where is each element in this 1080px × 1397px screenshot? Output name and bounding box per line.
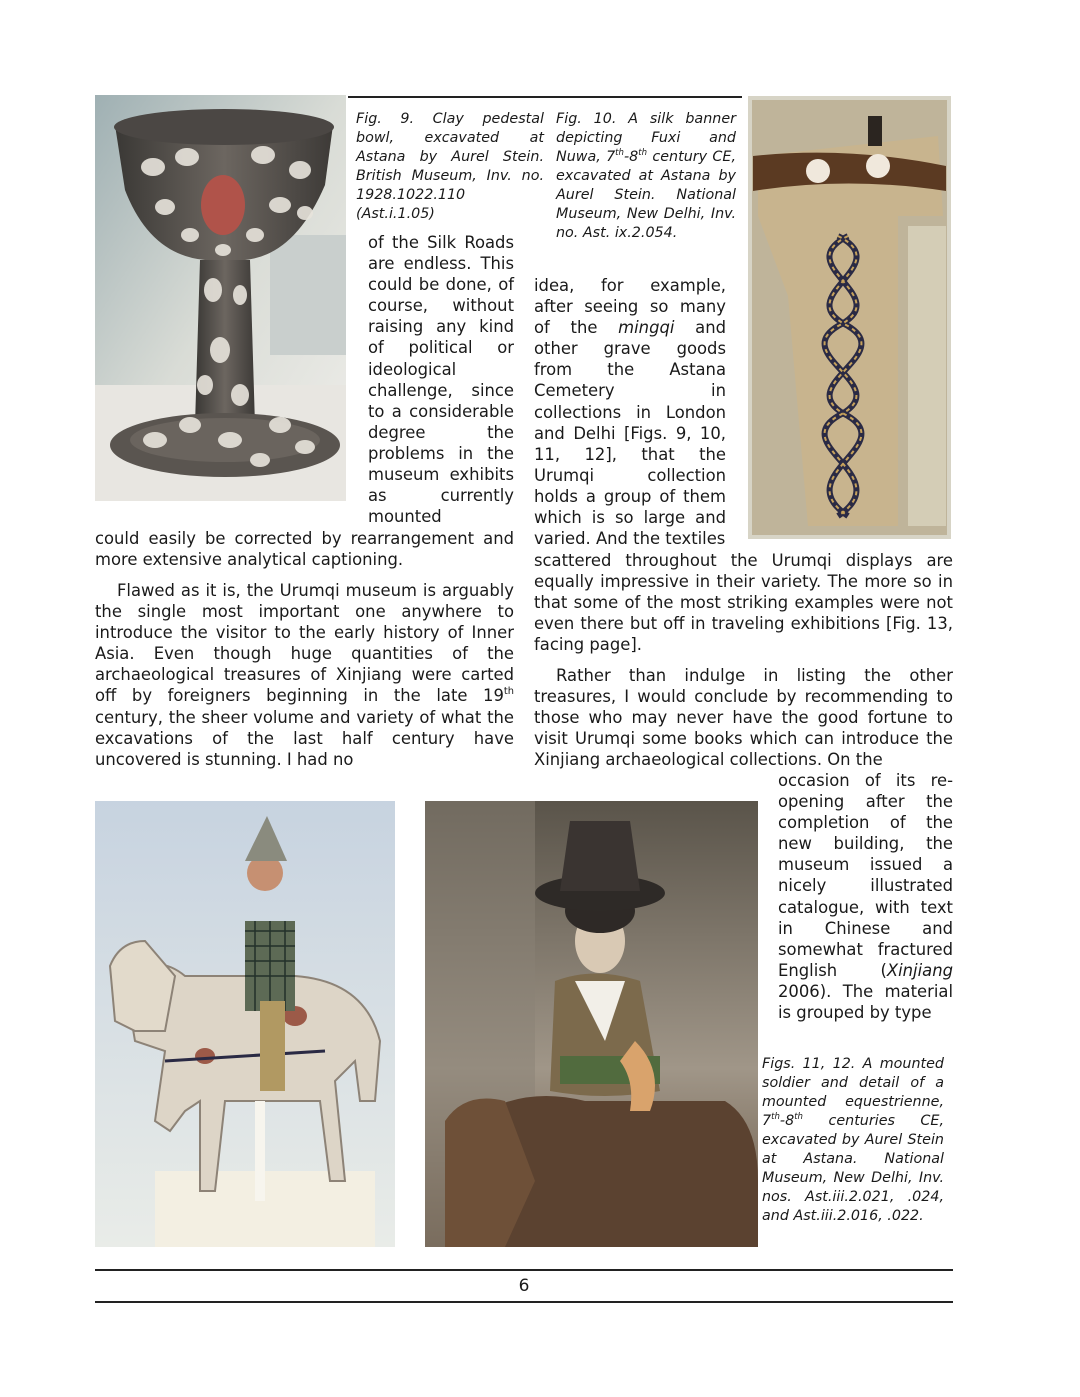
col1-paragraph-2 <box>95 580 514 770</box>
page-number: 6 <box>518 1276 530 1296</box>
fig9-caption: Fig. 9. Clay pedestal bowl, excavated at Astana by Aurel Stein. British Museum, Inv. no. 1928.1022.110 (Ast.i.1.05) <box>356 111 544 222</box>
fig10-photo-silk-banner <box>748 96 951 539</box>
figs11-12-caption-sup2: th <box>794 1112 803 1122</box>
col2-bottom-em: Xinjiang <box>886 960 953 980</box>
footer-rule-top <box>95 1269 953 1271</box>
col2-paragraph-2: Rather than indulge in listing the other treasures, I would conclude by recommending to those who may never have the good fortune to visit Urumqi some books which can introduce the Xinjiang archaeological collections. On the <box>534 666 953 770</box>
col2-text-b: and other grave goods from the Astana Cemetery in collections in London and Delhi [Figs. 9, 10, 11, 12], that the Urumqi collection holds a group of them which is so large and varied. And the textiles <box>534 318 726 549</box>
fig10-caption-sup2: th <box>638 148 648 158</box>
col1-paragraph-2-b: century, the sheer volume and variety of what the excavations of the last half century have uncovered is stunning. I had no <box>95 707 514 769</box>
figs11-12-caption-c: centuries CE, excavated by Aurel Stein at Astana. National Museum, New Delhi, Inv. nos. Ast.iii.2.021, .024, and Ast.iii.2.016, .022. <box>762 1113 944 1224</box>
figs11-12-caption-b: -8 <box>779 1113 795 1129</box>
fig11-photo-mounted-soldier <box>95 801 395 1247</box>
col2-bottom-a: occasion of its re-opening after the completion of the new building, the museum issued a nicely illustrated catalogue, with text in Chinese and somewhat fractured English ( <box>778 771 953 980</box>
col1-text-narrow: of the Silk Roads are endless. This could be done, of course, without raising any kind of political or ideological challenge, since to a considerable degree the problems in the museum exhibits as currently mounted <box>368 233 514 527</box>
col1-text-wide: could easily be corrected by rearrangement and more extensive analytical captioning. <box>95 529 514 570</box>
col2-text-wide: scattered throughout the Urumqi displays are equally impressive in their variety. The more so in that some of the most striking examples were not even there but off in traveling exhibitions [Fig. 13, facing page]. <box>534 551 953 655</box>
figs11-12-caption-sup1: th <box>771 1112 780 1122</box>
figs11-12-caption-a: Figs. 11, 12. A mounted soldier and detail of a mounted equestrienne, 7 <box>762 1056 944 1129</box>
col2-text-em: mingqi <box>618 318 675 338</box>
fig12-photo-equestrienne <box>425 801 758 1247</box>
col2-bottom-b: 2006). The material is grouped by type <box>778 981 953 1023</box>
fig9-photo-pedestal-bowl <box>95 95 346 501</box>
figs11-12-caption <box>762 1055 944 1226</box>
fig10-caption-b: -8 <box>623 149 639 165</box>
fig10-caption-a: Fig. 10. A silk banner depicting Fuxi and Nuwa, 7 <box>556 111 736 165</box>
col1-paragraph-2-a: Flawed as it is, the Urumqi museum is arguably the single most important one anywhere to introduce the visitor to the early history of Inner Asia. Even though huge quantities of the archaeological treasures of Xinjiang were carted off by foreigners beginning in the late 19 <box>95 581 514 706</box>
col2-text-narrow <box>534 275 726 549</box>
col2-text-bottom-narrow <box>778 770 953 1023</box>
footer-rule-bottom <box>95 1301 953 1303</box>
top-rule <box>348 96 742 98</box>
fig10-caption <box>556 110 736 243</box>
col1-paragraph-2-sup: th <box>503 686 514 698</box>
fig10-caption-c: century CE, excavated at Astana by Aurel Stein. National Museum, New Delhi, Inv. no. Ast. ix.2.054. <box>556 149 736 241</box>
col2-text-a: idea, for example, after seeing so many of the <box>534 276 726 338</box>
fig10-caption-sup1: th <box>615 148 624 158</box>
